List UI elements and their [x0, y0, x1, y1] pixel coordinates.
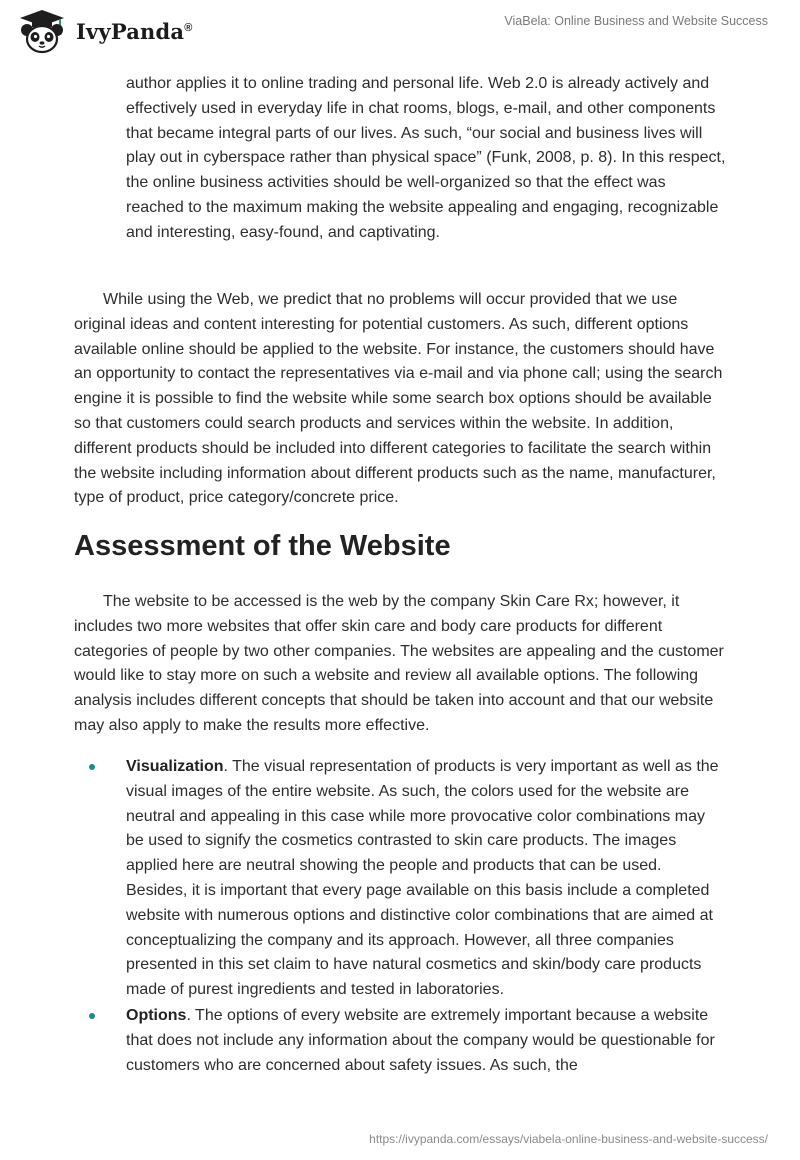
- panda-graduate-icon: [14, 8, 70, 54]
- indented-quote-paragraph: author applies it to online trading and personal life. Web 2.0 is already actively and effectively used in everyday life in chat rooms, blogs, e-mail, and other components that became integral parts of our lives. As such, “our social and business lives will play out in cyberspace rather than physical space” (Funk, 2008, p. 8). In this respect, the online business activities should be well-organized so that the effect was reached to the maximum making the website appealing and engaging, recognizable and interesting, easy-found, and captivating.: [126, 75, 726, 241]
- bullet-icon: [89, 764, 95, 770]
- list-item: [126, 1004, 726, 1078]
- document-title: ViaBela: Online Business and Website Success: [504, 14, 768, 28]
- list-item-text: . The visual representation of products is very important as well as the visual images of the entire website. As such, the colors used for the website are neutral and appealing in this case while more provocative color combinations may be used to signify the cosmetics contrasted to skin care products. The images applied here are neutral showing the people and products that can be used. Besides, it is important that every page available on this basis include a completed website with numerous options and distinctive color combinations that are aimed at conceptualizing the company and its approach. However, all three companies presented in this set claim to have natural cosmetics and skin/body care products made of purest ingredients and tested in laboratories.: [126, 758, 719, 999]
- bullet-icon: [89, 1013, 95, 1019]
- list-item: [126, 755, 726, 1003]
- list-item-term: Options: [126, 1007, 187, 1024]
- list-item-text: . The options of every website are extremely important because a website that does not include any information about the company would be questionable for customers who are concerned about safety issues. As such, the: [126, 1007, 715, 1074]
- body-paragraph: The website to be accessed is the web by the company Skin Care Rx; however, it includes two more websites that offer skin care and body care products for different categories of people by two other companies. The websites are appealing and the customer would like to stay more on such a website and review all available options. The following analysis includes different concepts that should be taken into account and that our website may also apply to make the results more effective.: [74, 593, 724, 734]
- page-header: [0, 0, 800, 64]
- body-paragraph: While using the Web, we predict that no problems will occur provided that we use original ideas and content interesting for potential customers. As such, different options available online should be applied to the website. For instance, the customers should have an opportunity to contact the representatives via e-mail and via phone call; using the search engine it is possible to find the website while some search box options should be available so that customers could search products and services within the website. In addition, different products should be included into different categories to facilitate the search within the website including information about different products such as the name, manufacturer, type of product, price category/concrete price.: [74, 291, 723, 507]
- list-item-term: Visualization: [126, 758, 224, 775]
- source-url-link[interactable]: https://ivypanda.com/essays/viabela-online-business-and-website-success/: [369, 1132, 768, 1146]
- ivypanda-logo[interactable]: [14, 8, 193, 54]
- section-heading: Assessment of the Website: [74, 530, 451, 562]
- logo-wordmark: IvyPanda®: [76, 18, 193, 44]
